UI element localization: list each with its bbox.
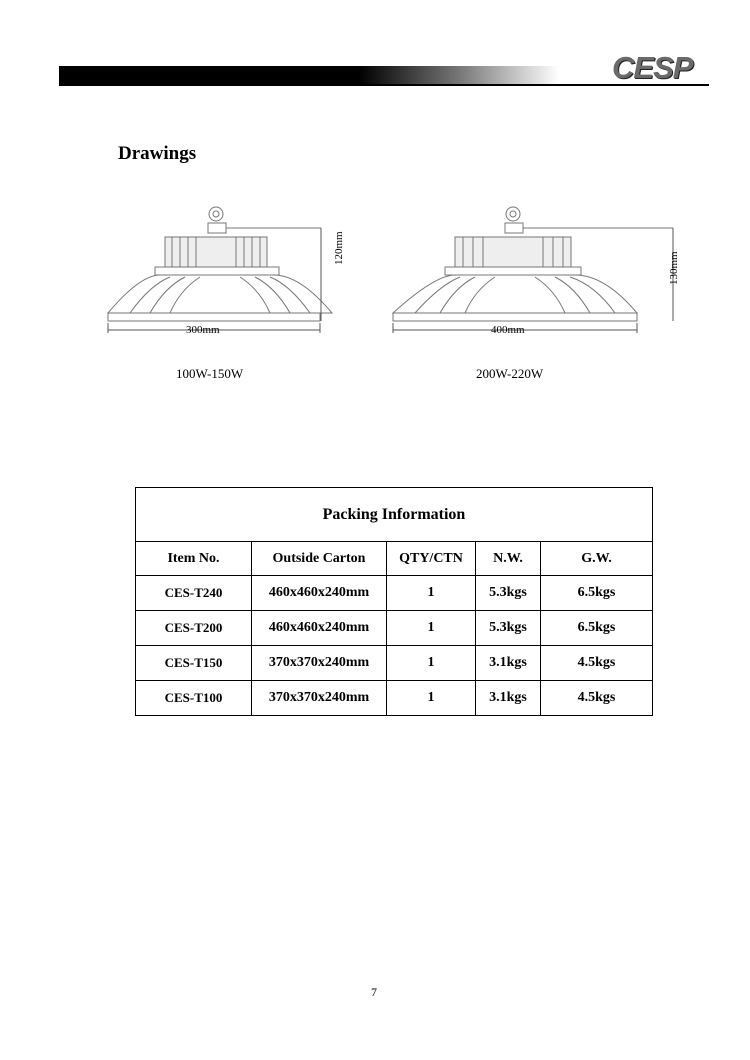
cell: 370x370x240mm xyxy=(252,681,387,716)
col-header: N.W. xyxy=(476,542,541,576)
table-row xyxy=(136,681,653,716)
cell: 4.5kgs xyxy=(541,646,653,681)
width-label-large: 400mm xyxy=(491,324,525,336)
cell: 1 xyxy=(387,611,476,646)
cell: 5.3kgs xyxy=(476,576,541,611)
caption-large: 200W-220W xyxy=(476,366,544,381)
cell: 1 xyxy=(387,646,476,681)
height-label-small: 120mm xyxy=(333,231,345,265)
caption-small: 100W-150W xyxy=(176,366,244,381)
cell: CES-T200 xyxy=(136,611,252,646)
cell: 4.5kgs xyxy=(541,681,653,716)
table-title: Packing Information xyxy=(136,488,653,542)
packing-information-table xyxy=(135,487,653,716)
col-header: G.W. xyxy=(541,542,653,576)
cesp-logo: CESP xyxy=(612,50,693,85)
table-header-row xyxy=(136,542,653,576)
cell: 1 xyxy=(387,576,476,611)
cell: 3.1kgs xyxy=(476,646,541,681)
header-gradient-bar xyxy=(59,66,559,86)
table-row xyxy=(136,576,653,611)
cell: 370x370x240mm xyxy=(252,646,387,681)
cell: 3.1kgs xyxy=(476,681,541,716)
cell: CES-T150 xyxy=(136,646,252,681)
lamp-drawing-large xyxy=(385,195,685,345)
section-title: Drawings xyxy=(118,143,197,164)
col-header: Item No. xyxy=(136,542,252,576)
col-header: Outside Carton xyxy=(252,542,387,576)
cell: 6.5kgs xyxy=(541,576,653,611)
table-row xyxy=(136,646,653,681)
cell: CES-T240 xyxy=(136,576,252,611)
lamp-drawing-small xyxy=(100,195,350,345)
cell: 1 xyxy=(387,681,476,716)
table-row xyxy=(136,611,653,646)
cell: 460x460x240mm xyxy=(252,611,387,646)
cell: CES-T100 xyxy=(136,681,252,716)
cell: 5.3kgs xyxy=(476,611,541,646)
height-label-large: 130mm xyxy=(668,251,680,285)
page-number: 7 xyxy=(371,985,377,999)
width-label-small: 300mm xyxy=(186,324,220,336)
cell: 460x460x240mm xyxy=(252,576,387,611)
col-header: QTY/CTN xyxy=(387,542,476,576)
cell: 6.5kgs xyxy=(541,611,653,646)
